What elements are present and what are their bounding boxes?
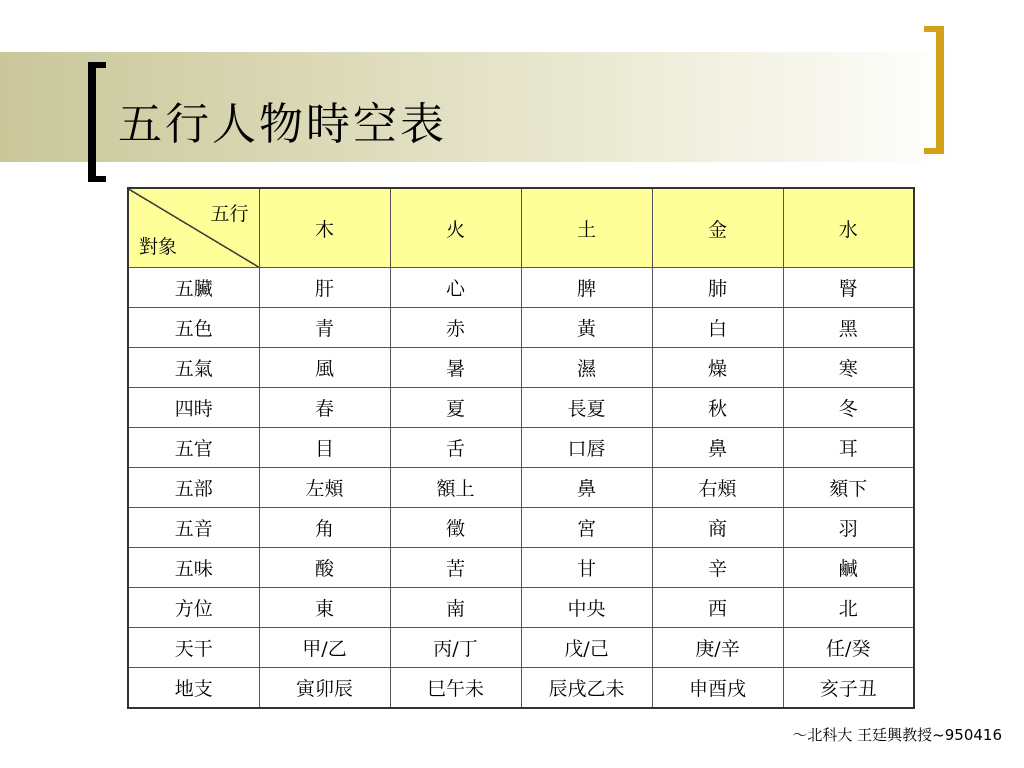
table-cell: 申酉戌	[652, 668, 783, 709]
table-cell: 耳	[783, 428, 914, 468]
footer-credit: ～北科大 王廷興教授~950416	[792, 726, 1002, 744]
table-row	[128, 468, 914, 508]
corner-bottom-label: 對象	[139, 236, 178, 258]
corner-header-cell	[128, 188, 259, 268]
corner-top-label: 五行	[210, 203, 249, 225]
table-cell: 風	[259, 348, 390, 388]
right-bracket-decoration	[924, 26, 944, 154]
row-label: 五味	[128, 548, 259, 588]
table-cell: 肺	[652, 268, 783, 308]
row-label: 方位	[128, 588, 259, 628]
five-elements-table	[127, 187, 915, 709]
table-cell: 夏	[390, 388, 521, 428]
table-cell: 長夏	[521, 388, 652, 428]
table-cell: 宮	[521, 508, 652, 548]
table-cell: 左頰	[259, 468, 390, 508]
row-label: 五臟	[128, 268, 259, 308]
table-row	[128, 308, 914, 348]
table-cell: 辛	[652, 548, 783, 588]
table-body	[128, 268, 914, 709]
table-cell: 戊/己	[521, 628, 652, 668]
table-cell: 酸	[259, 548, 390, 588]
row-label: 五色	[128, 308, 259, 348]
table-cell: 鼻	[652, 428, 783, 468]
row-label: 五氣	[128, 348, 259, 388]
table-cell: 辰戌乙未	[521, 668, 652, 709]
table-cell: 頦下	[783, 468, 914, 508]
table-row	[128, 548, 914, 588]
table-cell: 額上	[390, 468, 521, 508]
table-row	[128, 428, 914, 468]
table-cell: 暑	[390, 348, 521, 388]
table-cell: 商	[652, 508, 783, 548]
table-cell: 心	[390, 268, 521, 308]
column-header: 土	[521, 188, 652, 268]
table-row	[128, 588, 914, 628]
table-cell: 白	[652, 308, 783, 348]
table-cell: 鼻	[521, 468, 652, 508]
table-cell: 黑	[783, 308, 914, 348]
row-label: 地支	[128, 668, 259, 709]
table-cell: 角	[259, 508, 390, 548]
row-label: 四時	[128, 388, 259, 428]
table-cell: 庚/辛	[652, 628, 783, 668]
column-header: 水	[783, 188, 914, 268]
table-cell: 徵	[390, 508, 521, 548]
table-cell: 苦	[390, 548, 521, 588]
table-cell: 右頰	[652, 468, 783, 508]
table-row	[128, 348, 914, 388]
table-row	[128, 388, 914, 428]
table-row	[128, 508, 914, 548]
table-cell: 青	[259, 308, 390, 348]
table-cell: 冬	[783, 388, 914, 428]
slide-title: 五行人物時空表	[118, 99, 447, 150]
table-row	[128, 628, 914, 668]
table-cell: 北	[783, 588, 914, 628]
table-cell: 腎	[783, 268, 914, 308]
table-cell: 中央	[521, 588, 652, 628]
table-cell: 巳午未	[390, 668, 521, 709]
table-cell: 秋	[652, 388, 783, 428]
table-cell: 寅卯辰	[259, 668, 390, 709]
table-cell: 濕	[521, 348, 652, 388]
column-header: 火	[390, 188, 521, 268]
row-label: 五官	[128, 428, 259, 468]
table-cell: 目	[259, 428, 390, 468]
table-cell: 羽	[783, 508, 914, 548]
table-cell: 丙/丁	[390, 628, 521, 668]
table-cell: 肝	[259, 268, 390, 308]
table-cell: 東	[259, 588, 390, 628]
table-cell: 赤	[390, 308, 521, 348]
table-cell: 鹹	[783, 548, 914, 588]
table-cell: 寒	[783, 348, 914, 388]
left-bracket-decoration	[88, 62, 106, 182]
column-header: 金	[652, 188, 783, 268]
table-row	[128, 668, 914, 709]
row-label: 五音	[128, 508, 259, 548]
table-cell: 黃	[521, 308, 652, 348]
table-cell: 西	[652, 588, 783, 628]
table-cell: 甲/乙	[259, 628, 390, 668]
table-cell: 口唇	[521, 428, 652, 468]
table-cell: 南	[390, 588, 521, 628]
table-cell: 春	[259, 388, 390, 428]
table-cell: 燥	[652, 348, 783, 388]
row-label: 天干	[128, 628, 259, 668]
column-header: 木	[259, 188, 390, 268]
table-cell: 任/癸	[783, 628, 914, 668]
table-cell: 脾	[521, 268, 652, 308]
row-label: 五部	[128, 468, 259, 508]
header-row	[128, 188, 914, 268]
table-cell: 甘	[521, 548, 652, 588]
table-row	[128, 268, 914, 308]
table-cell: 舌	[390, 428, 521, 468]
table-cell: 亥子丑	[783, 668, 914, 709]
